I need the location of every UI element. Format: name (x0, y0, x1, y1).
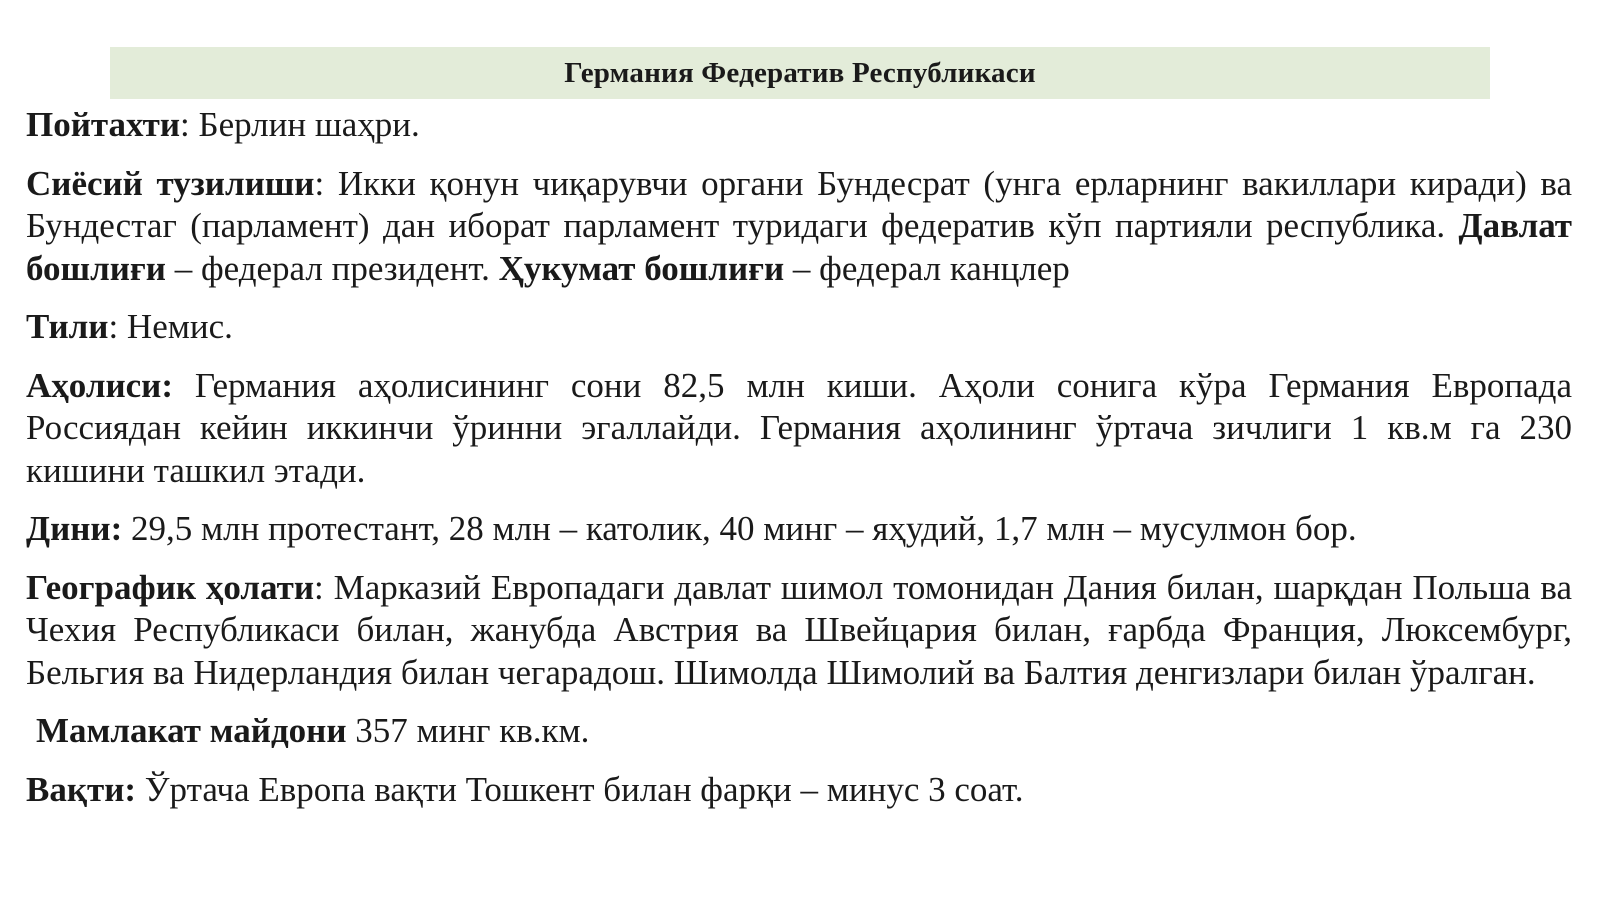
population-paragraph (26, 365, 1572, 493)
language-label: Тили (26, 307, 109, 346)
religion-paragraph (26, 508, 1572, 551)
area-label: Мамлакат майдони (36, 711, 347, 750)
political-label: Сиёсий тузилиши (26, 163, 315, 203)
title-band (110, 47, 1490, 99)
head-of-state-text: – федерал президент. (165, 248, 499, 288)
political-paragraph (26, 163, 1572, 291)
head-of-government-text: – федерал канцлер (784, 248, 1070, 288)
capital-paragraph (26, 104, 1572, 147)
religion-label: Дини: (26, 509, 123, 548)
population-label: Аҳолиси: (26, 365, 173, 405)
geography-text: : Марказий Европадаги давлат шимол томонидан Дания билан, шарқдан Польша ва Чехия Республикаси билан, жанубда Австрия ва Швейцария билан, ғарбда Франция, Люксембург, Бельгия ва Нидерландия билан чегарадош. Шимолда Шимолий ва Балтия денгизлари билан ўралган. (26, 567, 1572, 692)
time-text: Ўртача Европа вақти Тошкент билан фарқи – минус 3 соат. (136, 769, 1024, 809)
head-of-state-label: Давлат бошлиғи (26, 206, 1572, 288)
language-text: : Немис. (108, 307, 233, 346)
head-of-government-label: Ҳукумат бошлиғи (498, 248, 785, 288)
area-text: 357 минг кв.км. (346, 711, 590, 750)
capital-text: : Берлин шаҳри. (180, 105, 420, 144)
language-paragraph (26, 306, 1572, 349)
political-text: : Икки қонун чиқарувчи органи Бундесрат (унга ерларнинг вакиллари киради) ва Бундестаг (парламент) дан иборат парламент туридаги федератив кўп партияли республика. (26, 163, 1572, 245)
time-label: Вақти: (26, 769, 137, 809)
document-body (26, 104, 1572, 827)
religion-text: 29,5 млн протестант, 28 млн – католик, 40 минг – яҳудий, 1,7 млн – мусулмон бор. (122, 509, 1357, 548)
geography-paragraph (26, 567, 1572, 695)
area-paragraph (26, 710, 1572, 753)
geography-label: Географик ҳолати (26, 567, 315, 607)
population-text: Германия аҳолисининг сони 82,5 млн киши. Аҳоли сонига кўра Германия Европада Россиядан кейин иккинчи ўринни эгаллайди. Германия аҳолининг ўртача зичлиги 1 кв.м га 230 кишини ташкил этади. (26, 365, 1572, 490)
page-title: Германия Федератив Республикаси (564, 56, 1036, 89)
capital-label: Пойтахти (26, 105, 180, 144)
time-paragraph (26, 769, 1572, 812)
